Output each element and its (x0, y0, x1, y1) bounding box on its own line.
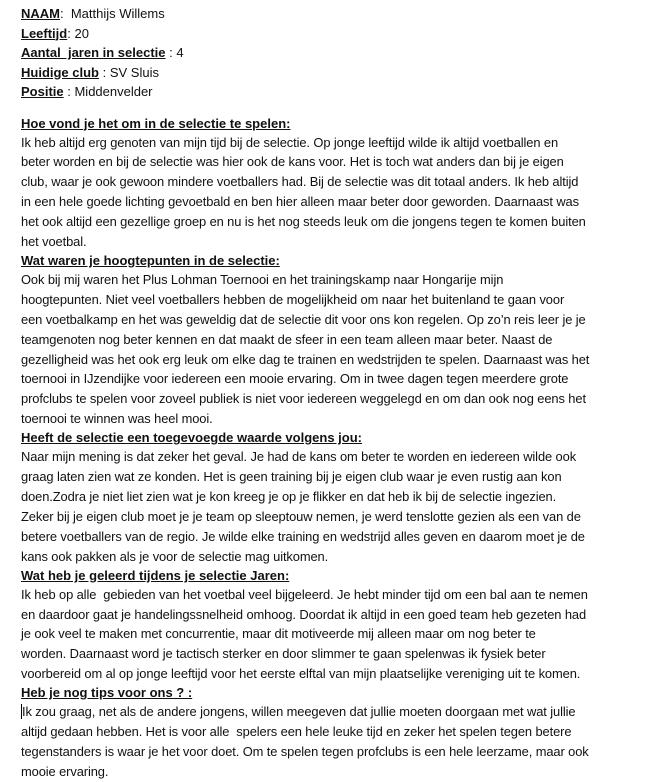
section-answer (21, 585, 652, 685)
profile-position-sep: : (63, 84, 71, 99)
answer-line: je ook veel te maken met concurrentie, maar dit motiveerde mij alleen maar om nog beter te (21, 626, 536, 642)
profile-club-line (21, 63, 652, 83)
profile-club-value: SV Sluis (106, 64, 159, 80)
answer-line: het ook altijd een gezellige groep en nu is het nog steeds leuk om die jongens tegen te komen buiten (21, 214, 586, 230)
answer-line-with-cursor[interactable] (21, 702, 652, 722)
profile-age-sep: : (67, 25, 71, 41)
answer-line: kans ook pakken als je voor de selectie mag uitkomen. (21, 548, 329, 564)
profile-club-sep: : (99, 64, 107, 80)
profile-years-sep: : (165, 45, 173, 60)
profile-position-line (21, 82, 652, 102)
section-highlights (21, 252, 652, 429)
section-experience (21, 115, 652, 252)
section-answer (21, 447, 652, 566)
answer-line: in een hele goede lichting gevoetbald en ben hier alleen maar beter door geworden. Daarnaast was (21, 194, 579, 210)
section-heading: Hoe vond je het om in de selectie te spelen: (21, 115, 291, 131)
answer-line: en daardoor gaat je handelingssnelheid omhoog. Doordat ik altijd in een goed team heb gezeten had (21, 606, 587, 622)
answer-line: beter worden en bij de selectie was hier ook de kans voor. Het is toch wat anders dan bij je eigen (21, 154, 564, 170)
profile-years-value: 4 (172, 45, 184, 60)
answer-line: gezelligheid was het ook erg leuk om elke dag te trainen en wedstrijden te spelen. Daarnaast was het (21, 351, 590, 367)
answer-line: betere voetballers van de regio. Je wilde elke training en wedstrijd alles geven en daarom moet je de (21, 528, 585, 544)
spacer (21, 102, 652, 115)
profile-name-sep: : (60, 6, 64, 21)
profile-block (21, 4, 652, 102)
answer-line: club, waar je ook gewoon mindere voetballers had. Bij de selectie was dit totaal anders. Ik heb altijd (21, 174, 579, 190)
answer-line: toernooi te winnen was heel mooi. (21, 411, 213, 427)
answer-line: een voetbalkamp en het was geweldig dat de selectie dit voor ons kon regelen. Op zo’n reis leer je je (21, 311, 586, 327)
answer-line: Zeker bij je eigen club moet je je team op sleeptouw nemen, je werd tenslotte gezien als een van de (21, 508, 581, 524)
answer-line: Ik heb op alle gebieden van het voetbal veel bijgeleerd. Je hebt minder tijd om een bal aan te nemen (21, 586, 588, 602)
answer-line: doen.Zodra je niet liet zien wat je kon kreeg je op je flikker en dat heb ik bij de selectie ingezien. (21, 489, 557, 504)
profile-name-line (21, 4, 652, 24)
section-heading: Wat waren je hoogtepunten in de selectie: (21, 252, 280, 268)
answer-line: hoogtepunten. Niet veel voetballers hebben de mogelijkheid om naar het buitenland te gaan voor (21, 291, 565, 307)
answer-line: mooie ervaring. (21, 763, 109, 779)
answer-line: Naar mijn mening is dat zeker het geval. Je had de kans om beter te worden en iedereen wilde ook (21, 449, 577, 465)
answer-line: het voetbal. (21, 234, 87, 250)
section-answer (21, 133, 652, 252)
answer-line: altijd gedaan hebben. Het is voor alle spelers een hele leuke tijd en zeker het spelen tegen betere (21, 724, 572, 740)
profile-position-value: Middenvelder (70, 84, 153, 99)
section-heading: Wat heb je geleerd tijdens je selectie Jaren: (21, 567, 290, 583)
answer-line: profclubs te spelen voor zoveel publiek is niet voor iedereen weggelegd en om dan ook nog eens het (21, 391, 586, 407)
section-learned (21, 567, 652, 685)
section-added-value (21, 429, 652, 566)
answer-line: Ook bij mij waren het Plus Lohman Toernooi en het trainingskamp naar Hongarije mijn (21, 271, 504, 287)
section-answer (21, 270, 652, 429)
profile-age-line (21, 24, 652, 44)
answer-line: Ik zou graag, net als de andere jongens, willen meegeven dat jullie moeten doorgaan met wat jullie (22, 704, 576, 720)
answer-line: worden. Daarnaast word je tactisch sterker en door slimmer te gaan spelenwas ik fysiek beter (21, 646, 546, 662)
profile-position-label: Positie (21, 84, 64, 99)
answer-line: tegenstanders is waar je het voor doet. Om te spelen tegen profclubs is een hele leerzame, maar ook (21, 743, 589, 759)
profile-club-label: Huidige club (21, 64, 99, 80)
section-heading: Heb je nog tips voor ons ? : (21, 685, 193, 701)
answer-line: graag laten zien wat ze konden. Het is geen training bij je eigen club waar je even rustig aan kon (21, 469, 562, 485)
profile-years-label: Aantal jaren in selectie (21, 45, 166, 60)
section-tips (21, 684, 652, 782)
answer-line: toernooi in IJzendijke voor iedereen een mooie ervaring. Om in twee dagen tegen meerdere grote (21, 371, 569, 387)
section-heading: Heeft de selectie een toegevoegde waarde volgens jou: (21, 430, 362, 446)
profile-name-value: Matthijs Willems (63, 6, 165, 21)
answer-line: Ik heb altijd erg genoten van mijn tijd bij de selectie. Op jonge leeftijd wilde ik altijd voetballen en (21, 134, 559, 150)
profile-age-label: Leeftijd (21, 25, 68, 41)
profile-years-line (21, 43, 652, 63)
profile-name-label: NAAM (21, 6, 60, 21)
profile-age-value: 20 (70, 25, 89, 41)
answer-line: teamgenoten nog beter kennen en dat maakt de sfeer in een team alleen maar beter. Naast de (21, 331, 553, 347)
answer-line: voorbereid om al op jonge leeftijd voor het eerste elftal van mijn plaatselijke vereniging uit te komen. (21, 666, 581, 682)
